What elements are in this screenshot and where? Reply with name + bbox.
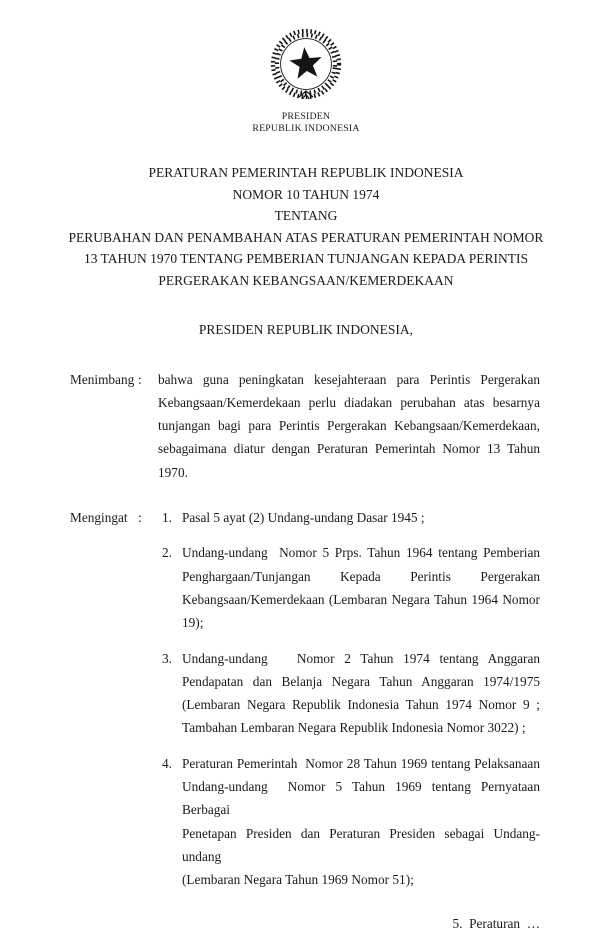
item-text: Undang-undang Nomor 2 Tahun 1974 tentang Anggaran Pendapatan dan Belanja Negara Tahun Anggaran 1974/1975 (Lembaran Negara Republik Indonesia Tahun 1974 Nomor 9 ; Tambahan Lembaran Negara Republik Indonesia Nomor 3022) ;	[182, 650, 540, 736]
item-number: 2.	[162, 545, 172, 561]
document-title: PERATURAN PEMERINTAH REPUBLIK INDONESIA NOMOR 10 TAHUN 1974 TENTANG PERUBAHAN DAN PENAMBAHAN ATAS PERATURAN PEMERINTAH NOMOR 13 TAHUN 1970 TENTANG PEMBERIAN TUNJANGAN KEPADA PERINTIS PERGERAKAN KEBANGSAAN/KEMERDEKAAN	[68, 165, 544, 288]
considering-label: Menimbang	[70, 371, 135, 387]
considering-colon: :	[138, 371, 142, 387]
letterhead-presiden: PRESIDEN	[281, 111, 331, 122]
item-text: Pasal 5 ayat (2) Undang-undang Dasar 1945 ;	[182, 510, 425, 526]
item-text: Peraturan Pemerintah Nomor 28 Tahun 1969 tentang Pelaksanaan Undang-undang Nomor 5 Tahun 1969 tentang Pernyataan Berbagai Penetapan Presiden dan Peraturan Presiden sebagai Undang-undang (Lembaran Negara Tahun 1969 Nomor 51);	[182, 755, 544, 888]
presidential-seal-icon	[268, 28, 344, 102]
legal-basis-item-1	[158, 506, 540, 529]
item-number: 3.	[162, 650, 172, 666]
opening-line: PRESIDEN REPUBLIK INDONESIA,	[198, 321, 414, 337]
considering-paragraph: bahwa guna peningkatan kesejahteraan para Perintis Pergerakan Kebangsaan/Kemerdekaan perlu diadakan perubahan atas besarnya tunjangan bagi para Perintis Pergerakan Kebangsaan/Kemerdekaan, sebagaimana diatur dengan Peraturan Pemerintah Nomor 13 Tahun 1970.	[158, 371, 540, 480]
item-number: 1.	[162, 510, 172, 526]
letterhead	[0, 111, 612, 135]
letterhead-republik-indonesia: REPUBLIK INDONESIA	[252, 123, 360, 134]
recalling-label: Mengingat	[70, 510, 128, 526]
legal-basis-item-3	[158, 647, 540, 740]
recalling-colon: :	[138, 510, 142, 526]
legal-basis-list	[158, 506, 544, 891]
considering-section	[0, 368, 612, 484]
star-icon	[288, 45, 323, 79]
item-number: 4.	[162, 755, 172, 771]
legal-basis-item-4	[158, 752, 544, 892]
item-text: Undang-undang Nomor 5 Prps. Tahun 1964 tentang Pemberian Penghargaan/Tunjangan Kepada Perintis Pergerakan Kebangsaan/Kemerdekaan (Lembaran Negara Tahun 1964 Nomor 19);	[182, 545, 540, 631]
recalling-section	[0, 506, 612, 891]
page-catchword: 5. Peraturan …	[452, 915, 540, 931]
legal-basis-item-2	[158, 541, 540, 634]
